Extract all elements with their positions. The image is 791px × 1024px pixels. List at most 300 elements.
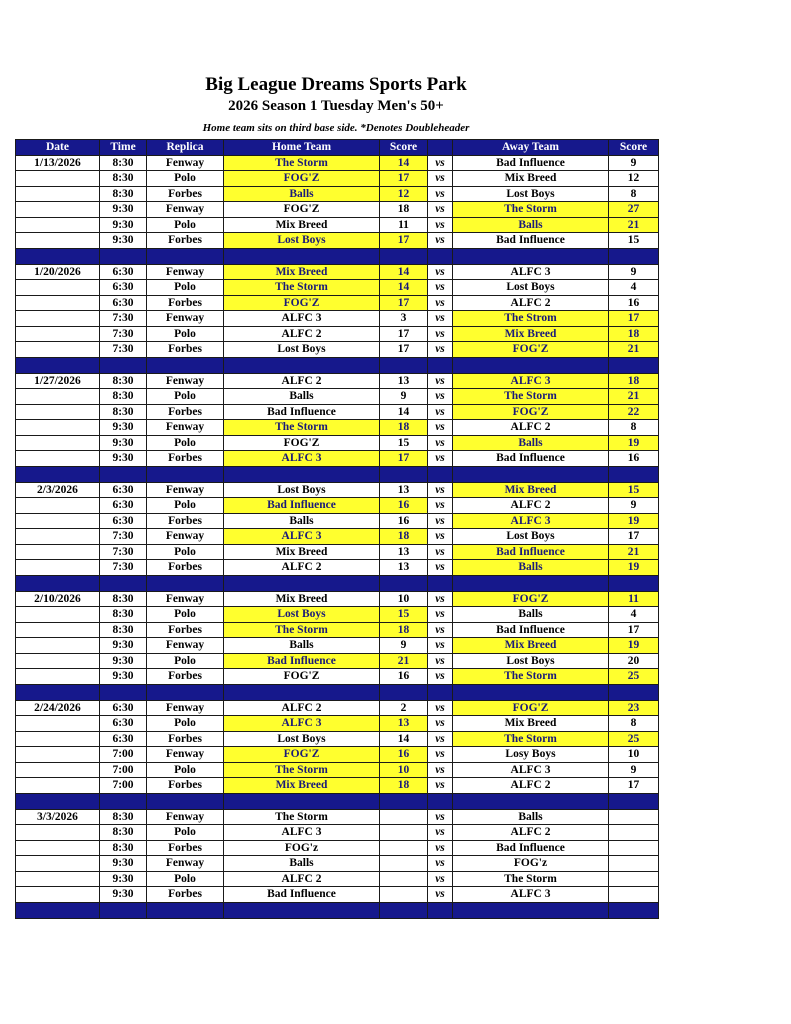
vs-cell: vs bbox=[428, 560, 453, 576]
away-score-cell: 8 bbox=[609, 716, 659, 732]
time-cell: 8:30 bbox=[100, 171, 147, 187]
away-team-cell: Balls bbox=[453, 809, 609, 825]
field-cell: Polo bbox=[147, 762, 224, 778]
separator-cell bbox=[380, 466, 428, 482]
time-cell: 8:30 bbox=[100, 373, 147, 389]
away-score-cell: 8 bbox=[609, 186, 659, 202]
separator-cell bbox=[609, 248, 659, 264]
separator-cell bbox=[147, 684, 224, 700]
home-score-cell bbox=[380, 840, 428, 856]
field-cell: Forbes bbox=[147, 778, 224, 794]
home-team-cell: Bad Influence bbox=[224, 498, 380, 514]
away-score-cell bbox=[609, 871, 659, 887]
home-score-cell bbox=[380, 887, 428, 903]
away-score-cell: 8 bbox=[609, 420, 659, 436]
field-cell: Forbes bbox=[147, 669, 224, 685]
vs-cell: vs bbox=[428, 653, 453, 669]
time-cell: 8:30 bbox=[100, 840, 147, 856]
separator-cell bbox=[428, 357, 453, 373]
time-cell: 6:30 bbox=[100, 295, 147, 311]
home-score-cell bbox=[380, 809, 428, 825]
home-score-cell: 16 bbox=[380, 747, 428, 763]
vs-cell: vs bbox=[428, 778, 453, 794]
home-team-cell: Lost Boys bbox=[224, 607, 380, 623]
home-score-cell: 14 bbox=[380, 264, 428, 280]
separator-cell bbox=[16, 684, 100, 700]
vs-cell: vs bbox=[428, 887, 453, 903]
home-score-cell: 13 bbox=[380, 373, 428, 389]
separator-cell bbox=[224, 248, 380, 264]
away-team-cell: Bad Influence bbox=[453, 544, 609, 560]
time-cell: 6:30 bbox=[100, 700, 147, 716]
date-cell bbox=[16, 233, 100, 249]
table-row bbox=[16, 825, 659, 841]
away-score-cell: 21 bbox=[609, 544, 659, 560]
week-separator bbox=[16, 466, 659, 482]
table-row bbox=[16, 669, 659, 685]
separator-cell bbox=[100, 248, 147, 264]
date-cell bbox=[16, 498, 100, 514]
home-team-cell: Balls bbox=[224, 186, 380, 202]
separator-cell bbox=[380, 793, 428, 809]
col-header-time: Time bbox=[100, 140, 147, 156]
date-cell bbox=[16, 544, 100, 560]
home-team-cell: The Storm bbox=[224, 762, 380, 778]
home-score-cell: 18 bbox=[380, 778, 428, 794]
away-team-cell: Balls bbox=[453, 560, 609, 576]
away-score-cell: 10 bbox=[609, 747, 659, 763]
home-score-cell: 12 bbox=[380, 186, 428, 202]
table-row bbox=[16, 716, 659, 732]
home-team-cell: Lost Boys bbox=[224, 482, 380, 498]
time-cell: 9:30 bbox=[100, 451, 147, 467]
field-cell: Forbes bbox=[147, 622, 224, 638]
date-cell bbox=[16, 887, 100, 903]
away-score-cell: 17 bbox=[609, 778, 659, 794]
field-cell: Polo bbox=[147, 716, 224, 732]
separator-cell bbox=[380, 684, 428, 700]
time-cell: 8:30 bbox=[100, 825, 147, 841]
away-score-cell: 15 bbox=[609, 482, 659, 498]
date-cell bbox=[16, 171, 100, 187]
separator-cell bbox=[224, 793, 380, 809]
page-title: Big League Dreams Sports Park bbox=[205, 74, 467, 95]
away-team-cell: ALFC 3 bbox=[453, 373, 609, 389]
away-score-cell: 4 bbox=[609, 280, 659, 296]
time-cell: 7:00 bbox=[100, 778, 147, 794]
date-cell bbox=[16, 342, 100, 358]
away-team-cell: ALFC 2 bbox=[453, 420, 609, 436]
separator-cell bbox=[147, 793, 224, 809]
home-score-cell: 3 bbox=[380, 311, 428, 327]
week-separator bbox=[16, 902, 659, 918]
field-cell: Fenway bbox=[147, 311, 224, 327]
field-cell: Fenway bbox=[147, 591, 224, 607]
home-team-cell: Mix Breed bbox=[224, 264, 380, 280]
away-team-cell: ALFC 2 bbox=[453, 295, 609, 311]
home-score-cell: 10 bbox=[380, 591, 428, 607]
home-team-cell: Bad Influence bbox=[224, 404, 380, 420]
away-team-cell: The Strom bbox=[453, 311, 609, 327]
vs-cell: vs bbox=[428, 217, 453, 233]
field-cell: Forbes bbox=[147, 404, 224, 420]
home-score-cell: 15 bbox=[380, 607, 428, 623]
vs-cell: vs bbox=[428, 498, 453, 514]
home-score-cell: 13 bbox=[380, 544, 428, 560]
separator-cell bbox=[453, 684, 609, 700]
away-score-cell: 22 bbox=[609, 404, 659, 420]
field-cell: Forbes bbox=[147, 451, 224, 467]
separator-cell bbox=[147, 466, 224, 482]
col-header-away-score: Score bbox=[609, 140, 659, 156]
home-score-cell: 17 bbox=[380, 295, 428, 311]
vs-cell: vs bbox=[428, 342, 453, 358]
away-team-cell: Bad Influence bbox=[453, 233, 609, 249]
date-cell bbox=[16, 653, 100, 669]
date-cell bbox=[16, 202, 100, 218]
field-cell: Forbes bbox=[147, 513, 224, 529]
separator-cell bbox=[16, 357, 100, 373]
away-team-cell: Lost Boys bbox=[453, 653, 609, 669]
separator-cell bbox=[428, 466, 453, 482]
time-cell: 8:30 bbox=[100, 186, 147, 202]
home-score-cell: 21 bbox=[380, 653, 428, 669]
table-row bbox=[16, 856, 659, 872]
home-team-cell: FOG'Z bbox=[224, 669, 380, 685]
away-team-cell: The Storm bbox=[453, 389, 609, 405]
home-score-cell: 16 bbox=[380, 669, 428, 685]
home-team-cell: Balls bbox=[224, 856, 380, 872]
separator-cell bbox=[224, 357, 380, 373]
home-team-cell: ALFC 3 bbox=[224, 451, 380, 467]
week-separator bbox=[16, 793, 659, 809]
field-cell: Polo bbox=[147, 435, 224, 451]
date-cell bbox=[16, 638, 100, 654]
table-row bbox=[16, 544, 659, 560]
vs-cell: vs bbox=[428, 420, 453, 436]
home-score-cell: 18 bbox=[380, 202, 428, 218]
field-cell: Fenway bbox=[147, 155, 224, 171]
field-cell: Fenway bbox=[147, 638, 224, 654]
field-cell: Fenway bbox=[147, 856, 224, 872]
date-cell bbox=[16, 326, 100, 342]
away-score-cell bbox=[609, 840, 659, 856]
field-cell: Forbes bbox=[147, 840, 224, 856]
col-header-replica: Replica bbox=[147, 140, 224, 156]
away-team-cell: Mix Breed bbox=[453, 171, 609, 187]
away-score-cell: 21 bbox=[609, 342, 659, 358]
away-score-cell: 25 bbox=[609, 731, 659, 747]
date-cell bbox=[16, 840, 100, 856]
week-separator bbox=[16, 248, 659, 264]
table-row bbox=[16, 186, 659, 202]
separator-cell bbox=[100, 684, 147, 700]
table-row bbox=[16, 809, 659, 825]
time-cell: 9:30 bbox=[100, 669, 147, 685]
home-team-cell: Mix Breed bbox=[224, 544, 380, 560]
away-score-cell: 9 bbox=[609, 498, 659, 514]
home-team-cell: Mix Breed bbox=[224, 778, 380, 794]
home-team-cell: ALFC 3 bbox=[224, 311, 380, 327]
separator-cell bbox=[224, 466, 380, 482]
date-cell bbox=[16, 716, 100, 732]
separator-cell bbox=[453, 466, 609, 482]
field-cell: Polo bbox=[147, 326, 224, 342]
away-team-cell: Mix Breed bbox=[453, 638, 609, 654]
away-score-cell: 17 bbox=[609, 311, 659, 327]
time-cell: 9:30 bbox=[100, 217, 147, 233]
separator-cell bbox=[609, 793, 659, 809]
field-cell: Polo bbox=[147, 280, 224, 296]
home-team-cell: The Storm bbox=[224, 155, 380, 171]
home-team-cell: Lost Boys bbox=[224, 731, 380, 747]
separator-cell bbox=[453, 575, 609, 591]
table-row bbox=[16, 638, 659, 654]
time-cell: 7:30 bbox=[100, 529, 147, 545]
field-cell: Forbes bbox=[147, 186, 224, 202]
field-cell: Forbes bbox=[147, 731, 224, 747]
separator-cell bbox=[147, 902, 224, 918]
date-cell bbox=[16, 186, 100, 202]
home-score-cell: 14 bbox=[380, 404, 428, 420]
table-row bbox=[16, 840, 659, 856]
home-score-cell: 14 bbox=[380, 155, 428, 171]
separator-cell bbox=[16, 793, 100, 809]
home-score-cell: 13 bbox=[380, 482, 428, 498]
vs-cell: vs bbox=[428, 373, 453, 389]
home-score-cell: 9 bbox=[380, 638, 428, 654]
away-team-cell: Bad Influence bbox=[453, 622, 609, 638]
table-row bbox=[16, 513, 659, 529]
vs-cell: vs bbox=[428, 591, 453, 607]
vs-cell: vs bbox=[428, 280, 453, 296]
away-score-cell: 9 bbox=[609, 264, 659, 280]
home-score-cell: 17 bbox=[380, 233, 428, 249]
away-score-cell: 9 bbox=[609, 155, 659, 171]
date-cell bbox=[16, 871, 100, 887]
table-row bbox=[16, 560, 659, 576]
vs-cell: vs bbox=[428, 825, 453, 841]
away-team-cell: The Storm bbox=[453, 871, 609, 887]
date-cell bbox=[16, 435, 100, 451]
date-cell bbox=[16, 856, 100, 872]
time-cell: 9:30 bbox=[100, 856, 147, 872]
vs-cell: vs bbox=[428, 326, 453, 342]
home-score-cell: 13 bbox=[380, 560, 428, 576]
table-row bbox=[16, 373, 659, 389]
table-row bbox=[16, 326, 659, 342]
separator-cell bbox=[16, 575, 100, 591]
away-score-cell: 9 bbox=[609, 762, 659, 778]
away-team-cell: ALFC 2 bbox=[453, 498, 609, 514]
separator-cell bbox=[380, 902, 428, 918]
home-team-cell: ALFC 3 bbox=[224, 825, 380, 841]
table-row bbox=[16, 420, 659, 436]
away-score-cell: 11 bbox=[609, 591, 659, 607]
vs-cell: vs bbox=[428, 451, 453, 467]
away-team-cell: ALFC 2 bbox=[453, 778, 609, 794]
time-cell: 7:30 bbox=[100, 342, 147, 358]
home-team-cell: FOG'Z bbox=[224, 171, 380, 187]
vs-cell: vs bbox=[428, 202, 453, 218]
field-cell: Polo bbox=[147, 498, 224, 514]
away-score-cell: 19 bbox=[609, 638, 659, 654]
away-team-cell: The Storm bbox=[453, 669, 609, 685]
home-team-cell: Balls bbox=[224, 513, 380, 529]
week-separator bbox=[16, 575, 659, 591]
away-team-cell: Losy Boys bbox=[453, 747, 609, 763]
table-row bbox=[16, 389, 659, 405]
time-cell: 8:30 bbox=[100, 155, 147, 171]
field-cell: Polo bbox=[147, 389, 224, 405]
separator-cell bbox=[380, 248, 428, 264]
time-cell: 9:30 bbox=[100, 435, 147, 451]
date-cell bbox=[16, 778, 100, 794]
home-score-cell bbox=[380, 856, 428, 872]
separator-cell bbox=[428, 793, 453, 809]
vs-cell: vs bbox=[428, 840, 453, 856]
table-row bbox=[16, 342, 659, 358]
home-team-cell: FOG'Z bbox=[224, 295, 380, 311]
col-header-date: Date bbox=[16, 140, 100, 156]
field-cell: Polo bbox=[147, 544, 224, 560]
time-cell: 9:30 bbox=[100, 887, 147, 903]
separator-cell bbox=[100, 466, 147, 482]
home-team-cell: Balls bbox=[224, 638, 380, 654]
separator-cell bbox=[428, 684, 453, 700]
week-separator bbox=[16, 357, 659, 373]
time-cell: 7:30 bbox=[100, 326, 147, 342]
date-cell bbox=[16, 513, 100, 529]
away-score-cell: 15 bbox=[609, 233, 659, 249]
time-cell: 8:30 bbox=[100, 404, 147, 420]
field-cell: Fenway bbox=[147, 420, 224, 436]
separator-cell bbox=[100, 357, 147, 373]
time-cell: 8:30 bbox=[100, 809, 147, 825]
home-team-cell: ALFC 2 bbox=[224, 560, 380, 576]
col-header-home-score: Score bbox=[380, 140, 428, 156]
table-row bbox=[16, 264, 659, 280]
time-cell: 9:30 bbox=[100, 653, 147, 669]
page-note: Home team sits on third base side. *Denotes Doubleheader bbox=[202, 122, 470, 134]
date-cell bbox=[16, 451, 100, 467]
time-cell: 8:30 bbox=[100, 389, 147, 405]
vs-cell: vs bbox=[428, 529, 453, 545]
vs-cell: vs bbox=[428, 731, 453, 747]
separator-cell bbox=[428, 902, 453, 918]
time-cell: 9:30 bbox=[100, 871, 147, 887]
home-team-cell: Lost Boys bbox=[224, 342, 380, 358]
home-score-cell: 15 bbox=[380, 435, 428, 451]
table-row bbox=[16, 171, 659, 187]
time-cell: 6:30 bbox=[100, 731, 147, 747]
away-score-cell: 17 bbox=[609, 529, 659, 545]
home-team-cell: The Storm bbox=[224, 420, 380, 436]
field-cell: Fenway bbox=[147, 809, 224, 825]
separator-cell bbox=[609, 902, 659, 918]
table-row bbox=[16, 653, 659, 669]
away-score-cell: 18 bbox=[609, 373, 659, 389]
table-row bbox=[16, 607, 659, 623]
table-row bbox=[16, 529, 659, 545]
date-cell bbox=[16, 825, 100, 841]
separator-cell bbox=[609, 357, 659, 373]
time-cell: 7:00 bbox=[100, 762, 147, 778]
vs-cell: vs bbox=[428, 856, 453, 872]
vs-cell: vs bbox=[428, 607, 453, 623]
home-team-cell: The Storm bbox=[224, 622, 380, 638]
vs-cell: vs bbox=[428, 638, 453, 654]
table-row bbox=[16, 295, 659, 311]
home-team-cell: FOG'Z bbox=[224, 747, 380, 763]
home-score-cell bbox=[380, 825, 428, 841]
time-cell: 8:30 bbox=[100, 622, 147, 638]
away-team-cell: FOG'z bbox=[453, 856, 609, 872]
col-header-vs bbox=[428, 140, 453, 156]
home-team-cell: The Storm bbox=[224, 280, 380, 296]
home-score-cell: 17 bbox=[380, 326, 428, 342]
separator-cell bbox=[453, 248, 609, 264]
away-score-cell bbox=[609, 887, 659, 903]
time-cell: 6:30 bbox=[100, 482, 147, 498]
away-team-cell: Mix Breed bbox=[453, 326, 609, 342]
date-cell bbox=[16, 404, 100, 420]
away-team-cell: The Storm bbox=[453, 731, 609, 747]
table-row bbox=[16, 871, 659, 887]
table-row bbox=[16, 747, 659, 763]
separator-cell bbox=[609, 575, 659, 591]
date-cell: 1/20/2026 bbox=[16, 264, 100, 280]
away-score-cell: 25 bbox=[609, 669, 659, 685]
time-cell: 6:30 bbox=[100, 280, 147, 296]
date-cell bbox=[16, 731, 100, 747]
separator-cell bbox=[224, 684, 380, 700]
time-cell: 8:30 bbox=[100, 607, 147, 623]
table-row bbox=[16, 482, 659, 498]
field-cell: Fenway bbox=[147, 700, 224, 716]
away-score-cell: 12 bbox=[609, 171, 659, 187]
table-row bbox=[16, 217, 659, 233]
home-team-cell: FOG'Z bbox=[224, 202, 380, 218]
home-team-cell: ALFC 2 bbox=[224, 373, 380, 389]
home-score-cell: 18 bbox=[380, 529, 428, 545]
away-team-cell: FOG'Z bbox=[453, 342, 609, 358]
away-score-cell: 19 bbox=[609, 513, 659, 529]
home-score-cell: 9 bbox=[380, 389, 428, 405]
time-cell: 6:30 bbox=[100, 513, 147, 529]
col-header-away-team: Away Team bbox=[453, 140, 609, 156]
table-row bbox=[16, 731, 659, 747]
date-cell: 1/27/2026 bbox=[16, 373, 100, 389]
vs-cell: vs bbox=[428, 264, 453, 280]
separator-cell bbox=[100, 793, 147, 809]
away-score-cell: 4 bbox=[609, 607, 659, 623]
table-row bbox=[16, 778, 659, 794]
vs-cell: vs bbox=[428, 389, 453, 405]
vs-cell: vs bbox=[428, 716, 453, 732]
home-team-cell: Mix Breed bbox=[224, 217, 380, 233]
field-cell: Forbes bbox=[147, 560, 224, 576]
home-team-cell: ALFC 2 bbox=[224, 871, 380, 887]
time-cell: 7:30 bbox=[100, 311, 147, 327]
table-row bbox=[16, 155, 659, 171]
field-cell: Fenway bbox=[147, 202, 224, 218]
table-row bbox=[16, 202, 659, 218]
vs-cell: vs bbox=[428, 513, 453, 529]
page-subtitle: 2026 Season 1 Tuesday Men's 50+ bbox=[228, 98, 444, 114]
date-cell bbox=[16, 529, 100, 545]
vs-cell: vs bbox=[428, 482, 453, 498]
